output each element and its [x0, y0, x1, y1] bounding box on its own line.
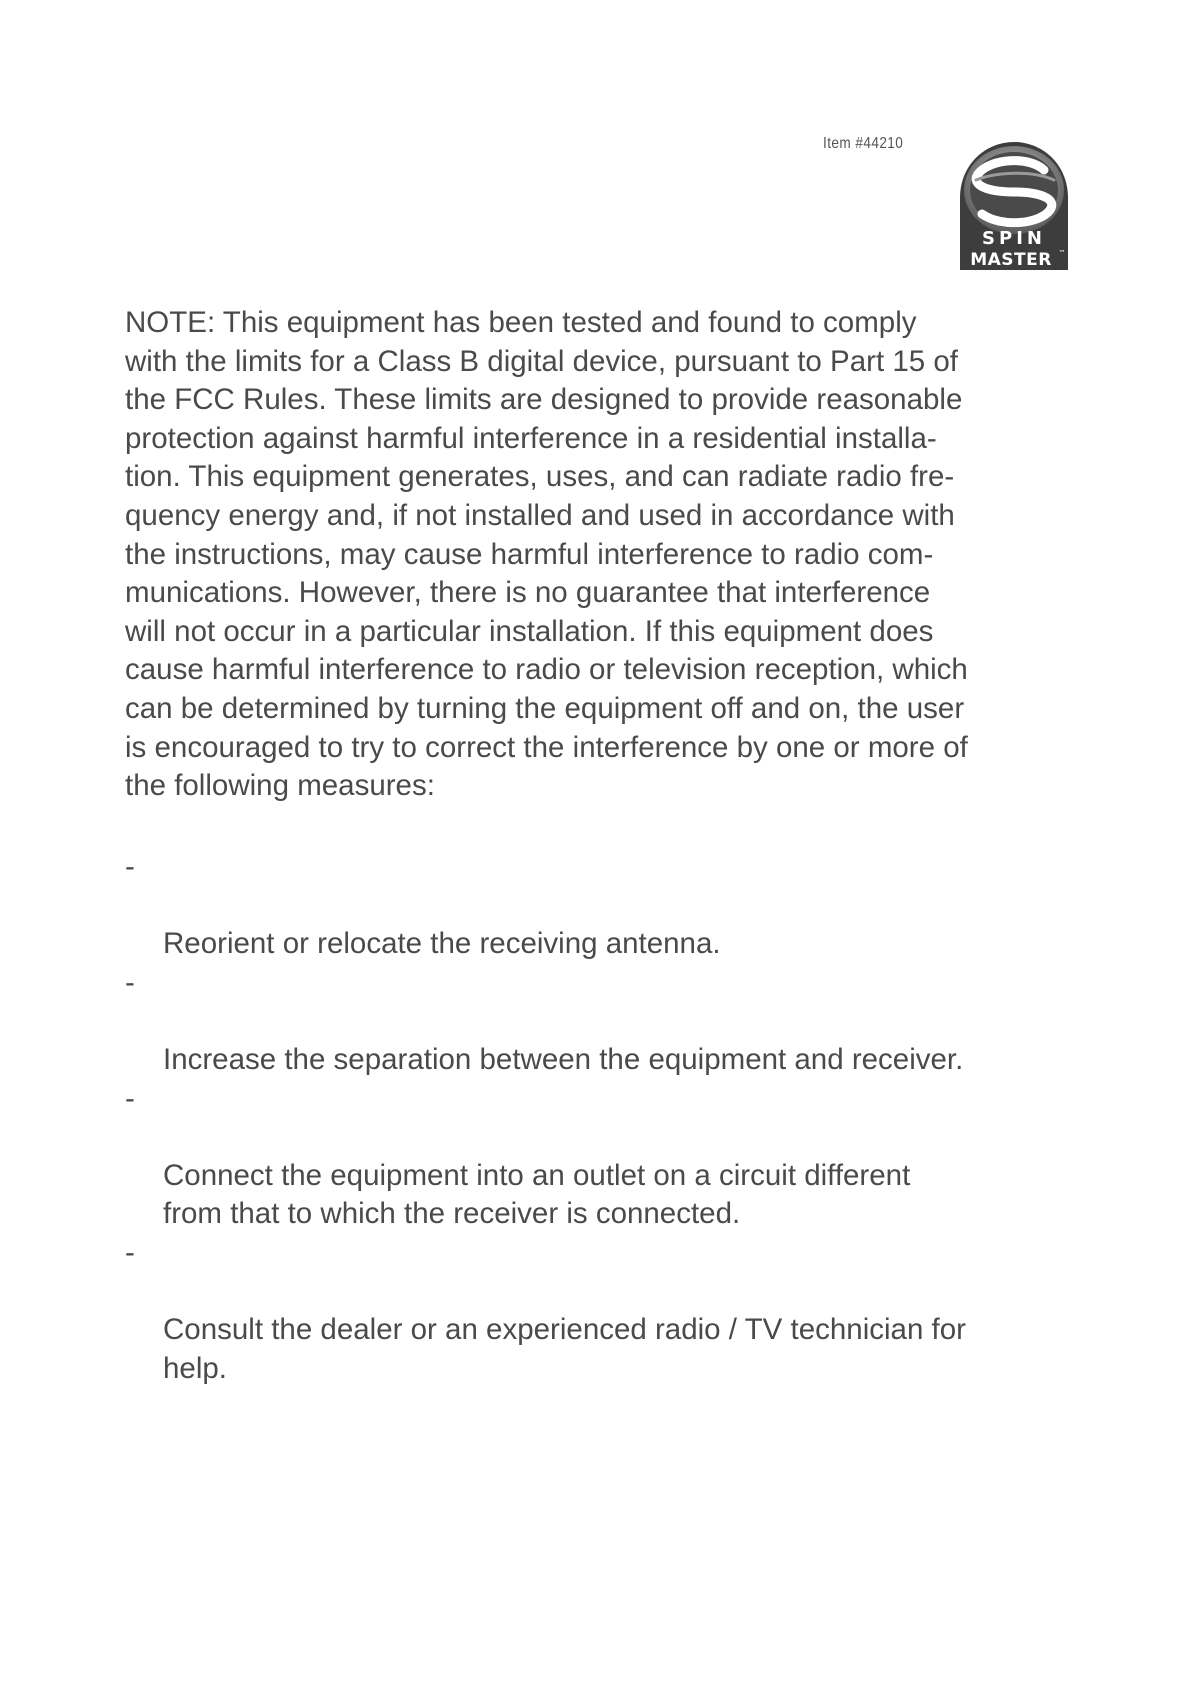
measure-text: Consult the dealer or an experienced radio / TV technician for help. — [163, 1313, 966, 1385]
item-number: Item #44210 — [823, 135, 904, 152]
measure-item — [125, 848, 1085, 964]
bullet-dash: - — [125, 850, 135, 883]
logo-trademark: ™ — [1058, 249, 1066, 257]
measures-list — [125, 848, 1085, 1388]
bullet-dash: - — [125, 965, 135, 999]
spin-master-logo — [956, 140, 1072, 272]
logo-line-spin: SPIN — [982, 228, 1046, 249]
bullet-dash: - — [125, 1081, 135, 1115]
measure-item — [125, 964, 1085, 1080]
measure-text: Connect the equipment into an outlet on a circuit different from that to which the receiver is connected. — [163, 1158, 911, 1231]
fcc-notice-paragraph: NOTE: This equipment has been tested and found to comply with the limits for a Class B digital device, pursuant to Part 15 of the FCC Rules. These limits are designed to provide reasonable protection against harmful interference in a residential installa- tion. This equipment generates, uses, and can radiate radio fre- quency energy and, if not installed and used in accordance with the instructions, may cause harmful interference to radio com- munications. However, there is no guarantee that interference will not occur in a particular installation. If this equipment does cause harmful interference to radio or television reception, which can be determined by turning the equipment off and on, the user is encouraged to try to correct the interference by one or more of the following measures: — [125, 306, 968, 803]
measure-text: Increase the separation between the equipment and receiver. — [163, 1042, 964, 1076]
measure-text: Reorient or relocate the receiving antenna. — [163, 927, 721, 961]
measure-item — [125, 1234, 1085, 1388]
logo-line-master: MASTER — [970, 250, 1052, 270]
bullet-dash: - — [125, 1235, 135, 1269]
measure-item — [125, 1080, 1085, 1234]
